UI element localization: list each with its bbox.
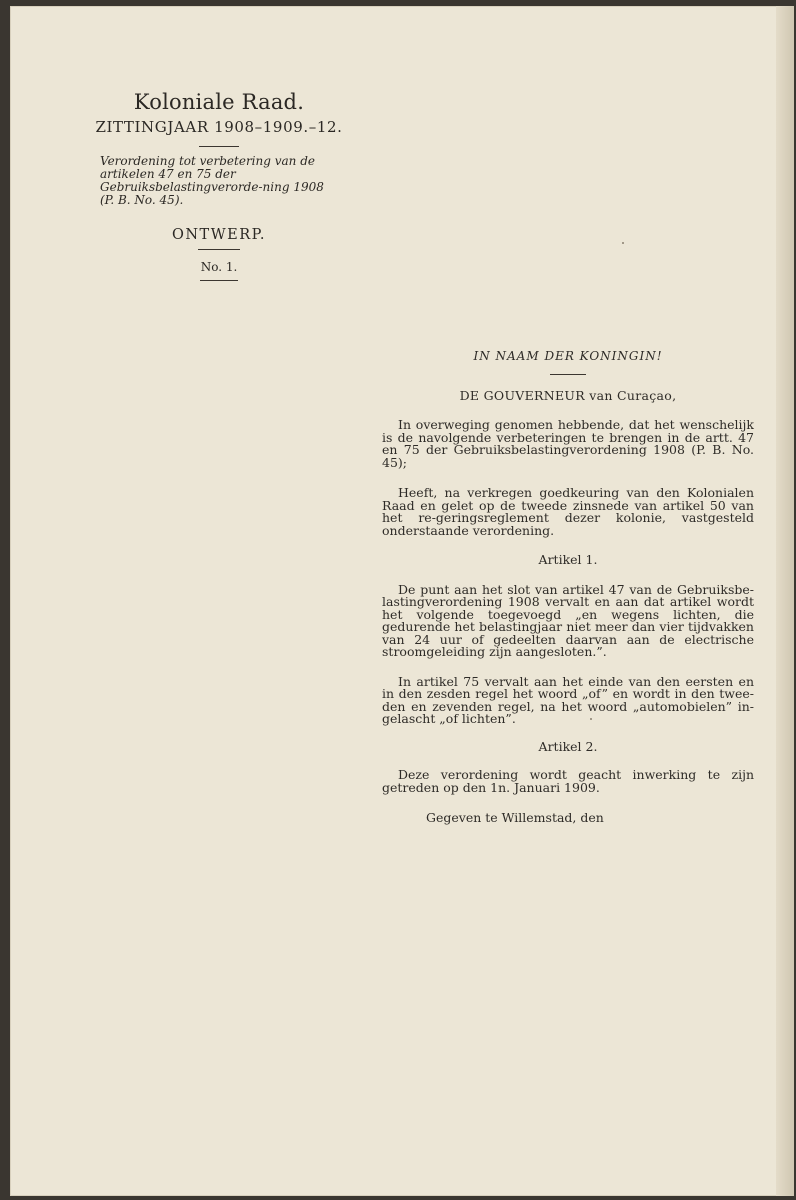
royal-heading: IN NAAM DER KONINGIN!: [473, 349, 663, 363]
signature-line: Gegeven te Willemstad, den: [426, 810, 604, 825]
ordinance-subject: Verordening tot verbetering van de artikelen 47 en 75 der Gebruiksbelastingverorde-ning 1908 (P. B. No. 45).: [100, 154, 324, 207]
document-page: [10, 6, 794, 1196]
divider: [198, 249, 240, 250]
article-1-paragraph-1: De punt aan het slot van artikel 47 van de Gebruiksbe-lastingverordening 1908 vervalt en aan dat artikel wordt het volgende toegevoegd „en wegens lichten, die gedurende het belastingjaar niet meer dan vier tijdvakken van 24 uur of gedeelten daarvan aan de electrische stroomgeleiding zijn aangesloten.”.: [382, 581, 754, 659]
divider: [550, 374, 586, 375]
draft-label: ONTWERP.: [171, 227, 267, 243]
page-edge: [776, 6, 794, 1196]
article-1-paragraph-2: In artikel 75 vervalt aan het einde van den eersten en in den zesden regel het woord „of” en wordt in den twee-den en zevenden regel, na het woord „automobielen” in-gelascht „of lichten”.: [382, 673, 754, 726]
divider: [200, 280, 238, 281]
ordinance-body: [382, 350, 754, 825]
governor-line: DE GOUVERNEUR van Curaçao,: [459, 387, 677, 403]
document-number: No. 1.: [200, 260, 238, 274]
article-2-paragraph: Deze verordening wordt geacht inwerking te zijn getreden op den 1n. Januari 1909.: [382, 767, 754, 795]
article-2-heading: Artikel 2.: [538, 738, 598, 754]
session-year: ZITTINGJAAR 1908–1909.–12.: [95, 118, 343, 136]
preamble-paragraph: In overweging genomen hebbende, dat het wenschelijk is de navolgende verbeteringen te brengen in de artt. 47 en 75 der Gebruiksbelastingverordening 1908 (P. B. No. 45);: [382, 417, 754, 470]
council-title: Koloniale Raad.: [133, 90, 305, 114]
enactment-paragraph: Heeft, na verkregen goedkeuring van den Kolonialen Raad en gelet op de tweede zinsnede van artikel 50 van het re-geringsreglement dezer kolonie, vastgesteld onderstaande verordening.: [382, 485, 754, 538]
header-block: [88, 90, 350, 281]
speck: [622, 242, 624, 244]
divider: [199, 146, 239, 147]
article-1-heading: Artikel 1.: [538, 552, 598, 567]
